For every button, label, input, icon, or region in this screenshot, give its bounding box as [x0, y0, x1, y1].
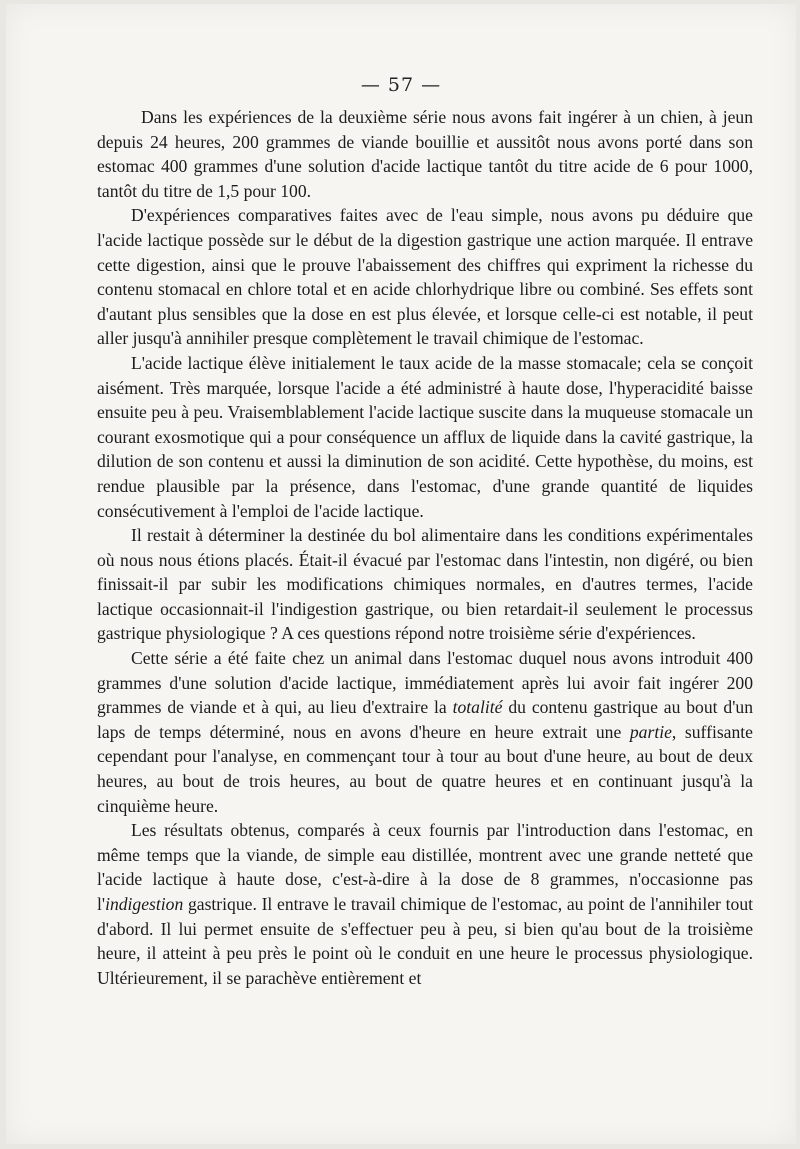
- paragraph-text: , suffisante cependant pour l'analyse, en commençant tour à tour au bout d'une heure, au bout de deux heures, au bout de trois heures, au bout de quatre heures et en continuant jusqu'à la cinquième heure.: [97, 721, 753, 816]
- emphasis-indigestion: indigestion: [105, 894, 184, 914]
- paragraph-5: [97, 646, 753, 818]
- paragraph-text: Cette série a été faite chez un animal dans l'estomac duquel nous avons introduit 400 grammes d'une solution d'acide lactique, immédiatement après lui avoir fait ingérer 200 grammes de viande et à qui, au lieu d'extraire la: [97, 648, 753, 718]
- paragraph-6: [97, 818, 753, 990]
- document-page: [6, 4, 796, 1144]
- paragraph-1: [97, 105, 753, 203]
- page-number: — 57 —: [360, 74, 442, 96]
- paragraph-text: Les résultats obtenus, comparés à ceux fournis par l'introduction dans l'estomac, en même temps que la viande, de simple eau distillée, montrent avec une grande netteté que l'acide lactique à haute dose, c'est-à-dire à la dose de 8 grammes, n'occasionne pas l': [97, 820, 753, 914]
- body-text: [97, 105, 753, 990]
- paragraph-text: du contenu gastrique au bout d'un laps de temps déterminé, nous en avons d'heure en heure extrait une: [97, 697, 753, 742]
- paragraph-2: [97, 203, 753, 351]
- paragraph-text: L'acide lactique élève initialement le taux acide de la masse stomacale; cela se conçoit aisément. Très marquée, lorsque l'acide a été administré à haute dose, l'hyperacidité baisse ensuite peu à peu. Vraisemblablement l'acide lactique suscite dans la muqueuse stomacale un courant exosmotique qui a pour conséquence un afflux de liquide dans la cavité gastrique, la dilution de son contenu et aussi la diminution de son acidité. Cette hypothèse, du moins, est rendue plausible par la présence, dans l'estomac, d'une grande quantité de liquides consécutivement à l'emploi de l'acide lactique.: [97, 352, 753, 521]
- paragraph-text: gastrique. Il entrave le travail chimique de l'estomac, au point de l'annihiler tout d'abord. Il lui permet ensuite de s'effectuer peu à peu, si bien qu'au bout de la troisième heure, il atteint à peu près le point où le conduit en une heure le processus physiologique. Ultérieurement, il se parachève entièrement et: [97, 894, 753, 988]
- paragraph-text: Dans les expériences de la deuxième série nous avons fait ingérer à un chien, à jeun depuis 24 heures, 200 grammes de viande bouillie et aussitôt nous avons porté dans son estomac 400 grammes d'une solution d'acide lactique tantôt du titre acide de 6 pour 1000, tantôt du titre de 1,5 pour 100.: [97, 107, 753, 201]
- emphasis-partie: partie: [629, 721, 672, 742]
- paragraph-text: Il restait à déterminer la destinée du bol alimentaire dans les conditions expérimentales où nous nous étions placés. Était-il évacué par l'estomac dans l'intestin, non digéré, ou bien finissait-il par subir les modifications chimiques normales, en d'autres termes, l'acide lactique occasionnait-il l'indigestion gastrique, ou bien retardait-il seulement le processus gastrique physiologique ? A ces questions répond notre troisième série d'expériences.: [97, 525, 753, 644]
- paragraph-3: [97, 351, 753, 523]
- emphasis-totalite: totalité: [452, 697, 503, 718]
- paragraph-4: [97, 523, 753, 646]
- paragraph-text: D'expériences comparatives faites avec de l'eau simple, nous avons pu déduire que l'acide lactique possède sur le début de la digestion gastrique une action marquée. Il entrave cette digestion, ainsi que le prouve l'abaissement des chiffres qui expriment la richesse du contenu stomacal en chlore total et en acide chlorhydrique libre ou combiné. Ses effets sont d'autant plus sensibles que la dose en est plus élevée, et lorsque celle-ci est notable, il peut aller jusqu'à annihiler presque complètement le travail chimique de l'estomac.: [97, 205, 753, 349]
